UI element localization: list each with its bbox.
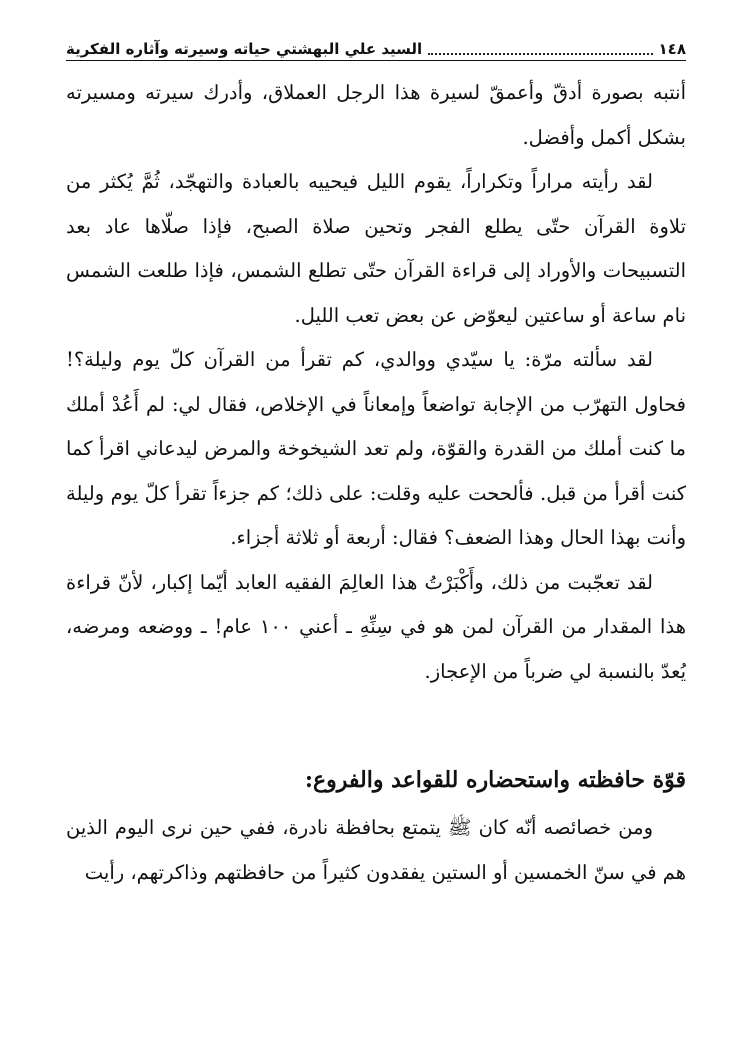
body-text xyxy=(66,71,686,694)
page-number: ١٤٨ xyxy=(658,40,686,58)
paragraph: لقد تعجّبت من ذلك، وأَكْبَرْتُ هذا العالِمَ الفقيه العابد أيّما إكبار، لأنّ قراءة هذا المقدار من القرآن لمن هو في سِنِّهِ ـ أعني ١٠٠ عام! ـ ووضعه ومرضه، يُعدّ بالنسبة لي ضرباً من الإعجاز. xyxy=(66,570,686,683)
paragraph: ومن خصائصه أنّه كان ﷺ يتمتع بحافظة نادرة، ففي حين نرى اليوم الذين هم في سنّ الخمسين أو الستين يفقدون كثيراً من حافظتهم وذاكرتهم، رأيت xyxy=(66,816,686,884)
header-dot-leader xyxy=(428,53,652,55)
paragraph: لقد سألته مرّة: يا سيّدي ووالدي، كم تقرأ من القرآن كلّ يوم وليلة؟! فحاول التهرّب من الإجابة تواضعاً وإمعاناً في الإخلاص، فقال لي: لم أَعُدْ أملك ما كنت أملك من القدرة والقوّة، ولم تعد الشيخوخة والمرض ليدعاني اقرأ كما كنت أقرأ من قبل. فألححت عليه وقلت: على ذلك؛ كم جزءاً تقرأ كلّ يوم وليلة وأنت بهذا الحال وهذا الضعف؟ فقال: أربعة أو ثلاثة أجزاء. xyxy=(66,348,686,549)
running-header xyxy=(66,28,686,61)
header-title: السيد علي البهشتي حياته وسيرته وآثاره الفكرية xyxy=(66,40,423,58)
paragraph: لقد رأيته مراراً وتكراراً، يقوم الليل فيحييه بالعبادة والتهجّد، ثُمَّ يُكثر من تلاوة القرآن حتّى يطلع الفجر وتحين صلاة الصبح، فإذا صلّاها عاد بعد التسبيحات والأوراد إلى قراءة القرآن حتّى تطلع الشمس، فإذا طلعت الشمس نام ساعة أو ساعتين ليعوّض عن بعض تعب الليل. xyxy=(66,170,686,327)
section-heading: قوّة حافظته واستحضاره للقواعد والفروع: xyxy=(304,767,686,793)
section-body xyxy=(66,806,686,895)
book-page xyxy=(66,28,686,1038)
paragraph: أنتبه بصورة أدقّ وأعمقّ لسيرة هذا الرجل العملاق، وأدرك سيرته ومسيرته بشكل أكمل وأفضل. xyxy=(66,81,686,149)
